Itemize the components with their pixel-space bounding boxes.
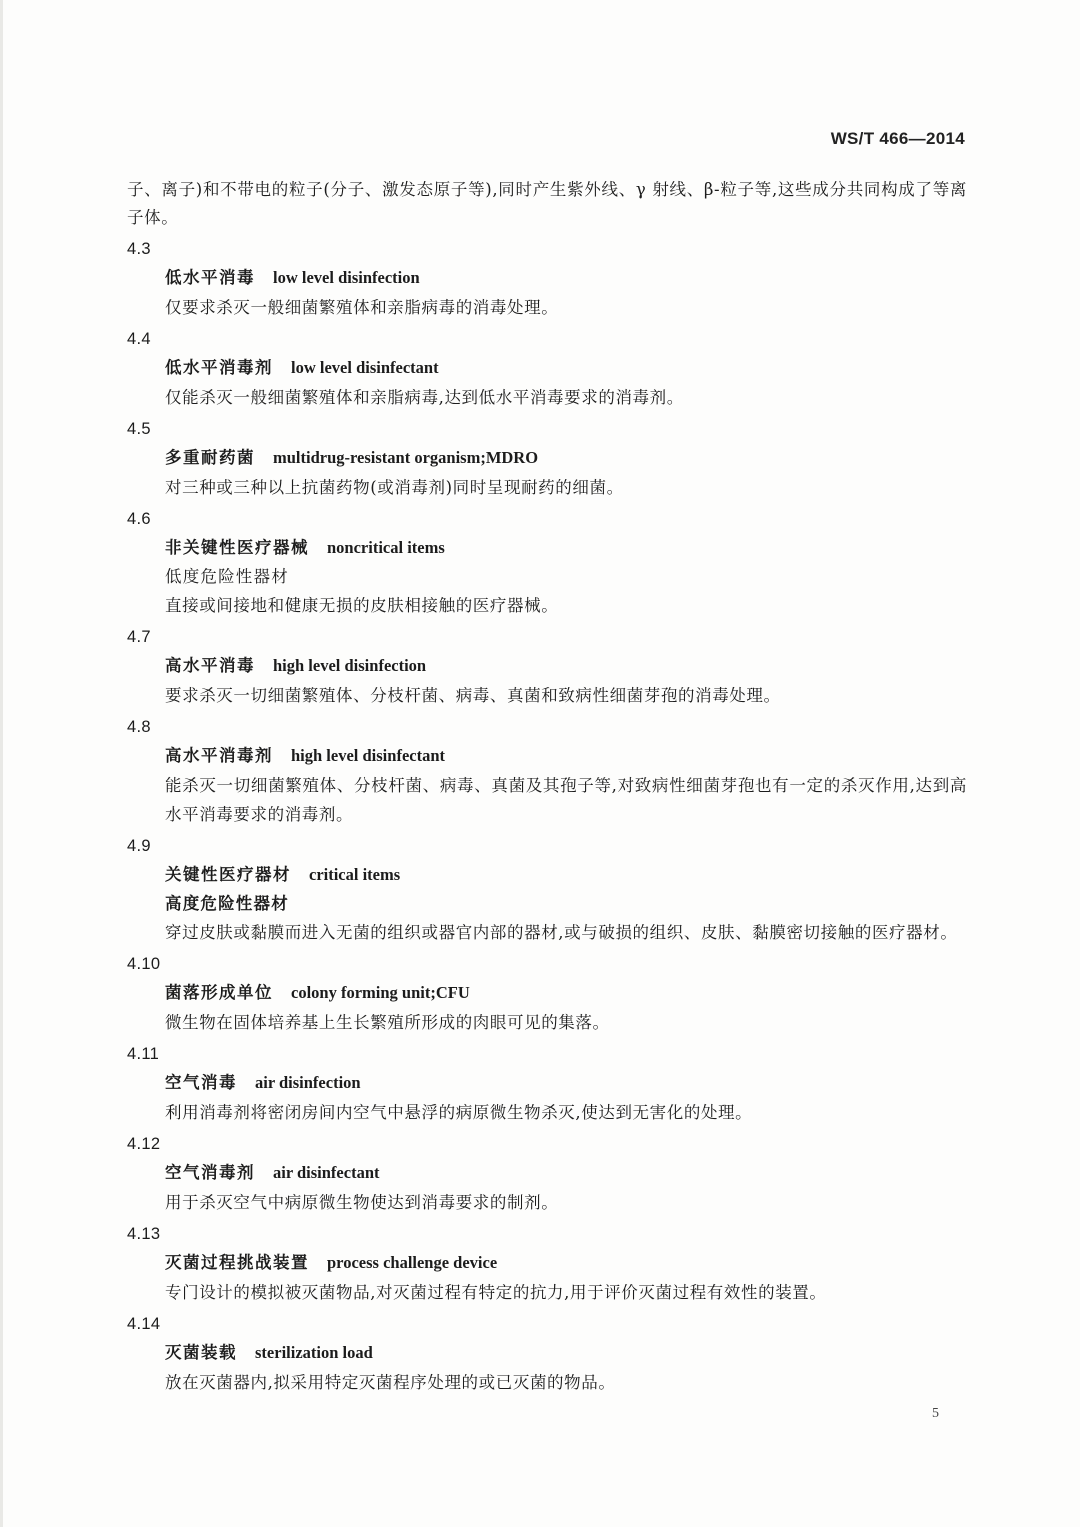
term-english: low level disinfection [273,268,420,287]
term-definition: 仅能杀灭一般细菌繁殖体和亲脂病毒,达到低水平消毒要求的消毒剂。 [165,388,684,407]
intro-paragraph: 子、离子)和不带电的粒子(分子、激发态原子等),同时产生紫外线、γ 射线、β-粒子等,这些成分共同构成了等离子体。 [127,180,967,227]
term-heading [127,861,967,890]
entry-number: 4.9 [127,837,151,855]
term-chinese: 空气消毒剂 [165,1163,255,1182]
term-definition: 仅要求杀灭一般细菌繁殖体和亲脂病毒的消毒处理。 [165,298,559,317]
term-entry [127,1040,967,1127]
term-chinese: 低水平消毒剂 [165,358,273,377]
term-heading [127,264,967,293]
standard-code: WS/T 466—2014 [830,129,965,148]
entry-number: 4.13 [127,1225,161,1243]
term-chinese: 非关键性医疗器械 [165,538,309,557]
entry-number: 4.3 [127,240,151,258]
term-entry [127,235,967,322]
term-synonym: 低度危险性器材 [165,567,289,586]
term-entry [127,832,967,947]
term-definition: 能杀灭一切细菌繁殖体、分枝杆菌、病毒、真菌及其孢子等,对致病性细菌芽孢也有一定的杀灭作用,达到高水平消毒要求的消毒剂。 [165,776,967,824]
entry-number: 4.4 [127,330,151,348]
term-english: sterilization load [255,1343,373,1362]
term-entry [127,415,967,502]
term-chinese: 关键性医疗器材 [165,865,291,884]
entry-number: 4.8 [127,718,151,736]
scan-edge [0,0,3,1527]
term-definition: 直接或间接地和健康无损的皮肤相接触的医疗器械。 [165,596,559,615]
term-entry [127,505,967,620]
entry-number: 4.5 [127,420,151,438]
term-chinese: 高水平消毒剂 [165,746,273,765]
entry-number: 4.10 [127,955,161,973]
term-definition: 利用消毒剂将密闭房间内空气中悬浮的病原微生物杀灭,使达到无害化的处理。 [165,1103,753,1122]
term-heading [127,444,967,473]
term-chinese: 灭菌装载 [165,1343,237,1362]
term-definition: 用于杀灭空气中病原微生物使达到消毒要求的制剂。 [165,1193,559,1212]
term-chinese: 空气消毒 [165,1073,237,1092]
entry-number: 4.14 [127,1315,161,1333]
page-content [127,176,967,1397]
term-entry [127,325,967,412]
entry-number: 4.12 [127,1135,161,1153]
term-chinese: 灭菌过程挑战装置 [165,1253,309,1272]
term-heading [127,742,967,771]
term-heading [127,652,967,681]
term-entry [127,623,967,710]
term-entry [127,1130,967,1217]
term-english: colony forming unit;CFU [291,983,470,1002]
term-heading [127,1249,967,1278]
term-english: multidrug-resistant organism;MDRO [273,448,539,467]
term-english: high level disinfectant [291,746,446,765]
entry-number: 4.7 [127,628,151,646]
term-entry [127,950,967,1037]
term-definition: 专门设计的模拟被灭菌物品,对灭菌过程有特定的抗力,用于评价灭菌过程有效性的装置。 [165,1283,827,1302]
term-english: high level disinfection [273,656,427,675]
term-heading [127,354,967,383]
term-definition: 放在灭菌器内,拟采用特定灭菌程序处理的或已灭菌的物品。 [165,1373,616,1392]
term-definition: 穿过皮肤或黏膜而进入无菌的组织或器官内部的器材,或与破损的组织、皮肤、黏膜密切接触的医疗器材。 [165,923,958,942]
term-definition: 要求杀灭一切细菌繁殖体、分枝杆菌、病毒、真菌和致病性细菌芽孢的消毒处理。 [165,686,781,705]
term-entry [127,1310,967,1397]
term-synonym: 高度危险性器材 [165,894,289,913]
term-english: air disinfectant [273,1163,380,1182]
page-number: 5 [932,1406,939,1421]
term-chinese: 低水平消毒 [165,268,255,287]
term-entry [127,713,967,829]
term-english: process challenge device [327,1253,498,1272]
term-definition: 微生物在固体培养基上生长繁殖所形成的肉眼可见的集落。 [165,1013,610,1032]
term-chinese: 多重耐药菌 [165,448,255,467]
term-chinese: 高水平消毒 [165,656,255,675]
term-definition: 对三种或三种以上抗菌药物(或消毒剂)同时呈现耐药的细菌。 [165,478,624,497]
term-english: low level disinfectant [291,358,439,377]
term-heading [127,1159,967,1188]
term-english: noncritical items [327,538,445,557]
entry-number: 4.11 [127,1045,160,1063]
term-heading [127,1069,967,1098]
term-heading [127,534,967,563]
term-entries [127,235,967,1397]
term-entry [127,1220,967,1307]
term-english: air disinfection [255,1073,361,1092]
term-chinese: 菌落形成单位 [165,983,273,1002]
term-heading [127,1339,967,1368]
entry-number: 4.6 [127,510,151,528]
term-english: critical items [309,865,401,884]
term-heading [127,979,967,1008]
